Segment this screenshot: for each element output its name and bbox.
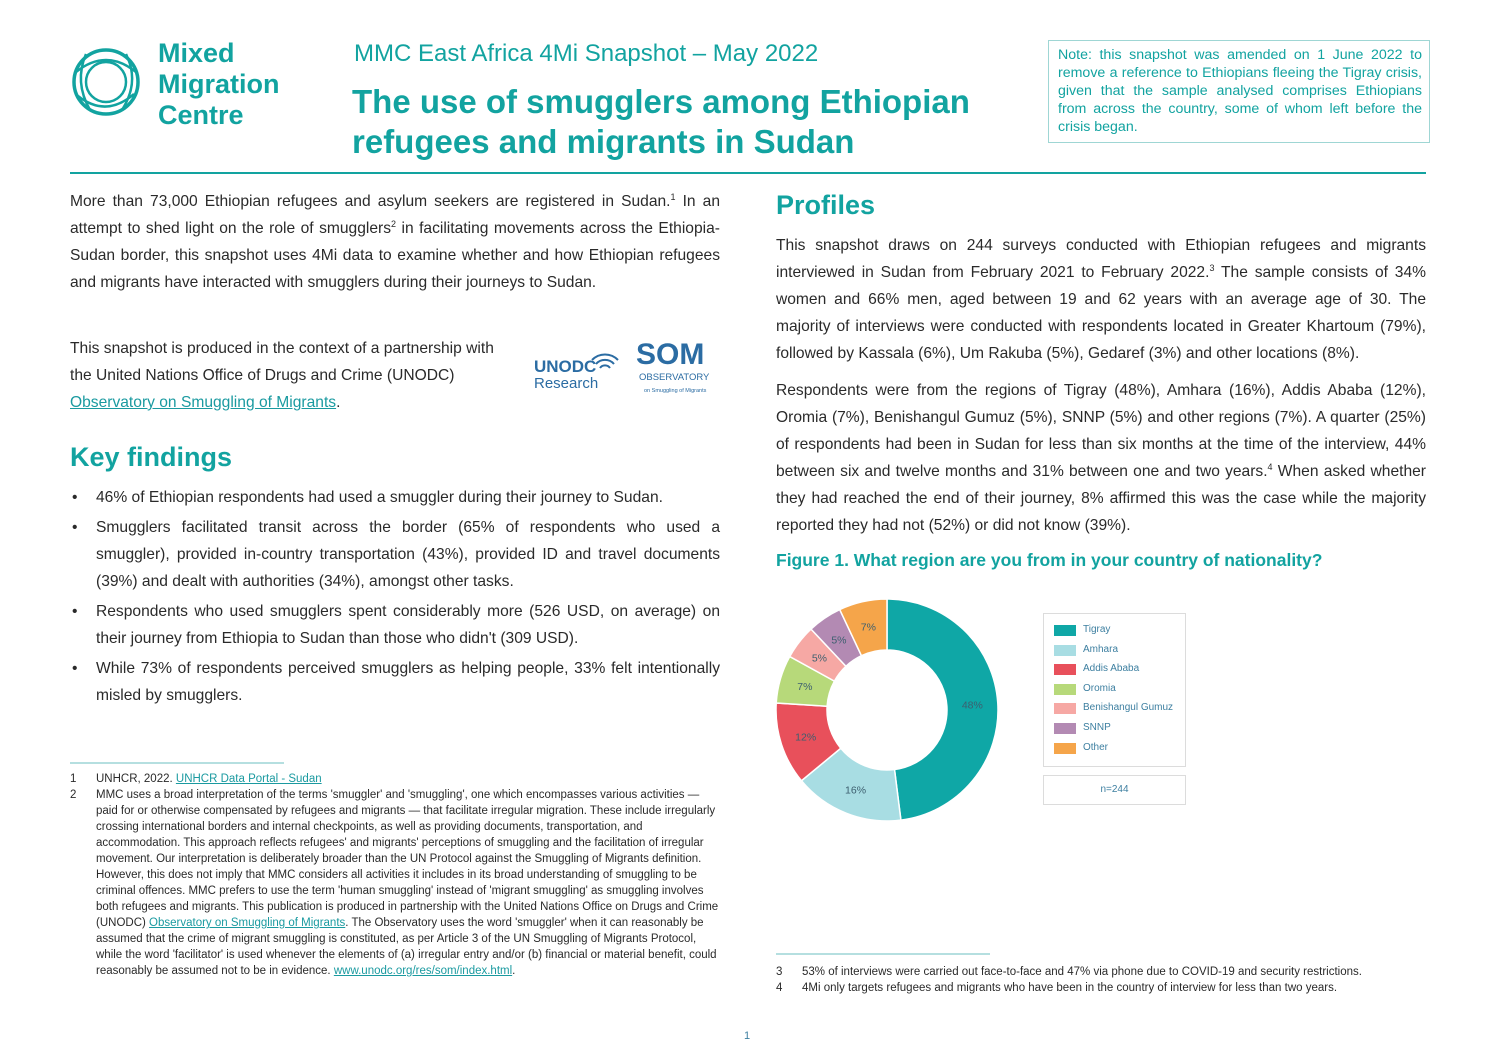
footnote-text: UNHCR, 2022. (96, 773, 176, 785)
legend-label: Other (1083, 741, 1109, 753)
footnotes-right (776, 964, 1426, 996)
profiles-text: The sample consists of 34% women and 66% men, aged between 19 and 62 years with an average age of 30. The majority of interviews were conducted with respondents located in Greater Khartoum (79%), followed by Kassala (6%), Um Rakuba (5%), Gedaref (3%) and other locations (8%). (776, 264, 1426, 362)
header-divider (70, 172, 1426, 174)
page-title: The use of smugglers among Ethiopian refugees and migrants in Sudan (352, 83, 970, 160)
data-label: 7% (860, 621, 876, 634)
legend-swatch (1054, 723, 1076, 734)
unodc-research-text: Research (534, 375, 599, 392)
legend-swatch (1054, 645, 1076, 656)
logo-wordmark (158, 38, 280, 131)
footnote-divider (776, 953, 990, 955)
legend-label: Tigray (1083, 624, 1111, 635)
chart-legend (1043, 613, 1186, 767)
som-tagline-text: on Smuggling of Migrants (644, 388, 707, 394)
key-findings-list (70, 484, 720, 712)
footnote-2 (70, 787, 720, 979)
data-label: 5% (811, 652, 828, 665)
legend-label: Addis Ababa (1083, 663, 1140, 675)
profiles-paragraph-2 (776, 377, 1426, 539)
profiles-paragraph-1 (776, 232, 1426, 367)
partner-text-end: . (336, 394, 341, 411)
footnote-number: 2 (70, 789, 77, 801)
data-label: 12% (795, 731, 817, 744)
footnote-ref[interactable]: 2 (391, 218, 397, 229)
legend-label: SNNP (1083, 722, 1111, 733)
data-label: 48% (961, 699, 983, 712)
logo-line: Migration (158, 69, 280, 99)
footnote-divider (70, 762, 284, 764)
unodc-research-logo-icon (530, 338, 622, 394)
footnote-text: . The Observatory uses the word 'smuggler' when it can reasonably be assumed that the crime of migrant smuggling is constituted, as per Article 3 of the UN Smuggling of Migrants Protocol, while the word 'facilitator' is used whenever the elements of (a) irregular entry and/or (b) financial or material benefit, could reasonably be assumed not to be in evidence. (96, 917, 717, 977)
data-label: 16% (845, 784, 867, 797)
legend-label: Benishangul Gumuz (1083, 702, 1174, 714)
intro-paragraph (70, 188, 720, 296)
footnote-text: 4Mi only targets refugees and migrants who have been in the country of interview for less than two years. (802, 982, 1338, 994)
observatory-link[interactable]: Observatory on Smuggling of Migrants (149, 917, 346, 929)
footnote-number: 3 (776, 966, 783, 978)
legend-swatch (1054, 703, 1076, 714)
legend-label: Amhara (1083, 643, 1119, 655)
footnote-1 (70, 771, 720, 787)
som-observatory-logo-icon (636, 336, 722, 400)
intro-text: In an attempt to shed light on the role of smugglers (70, 193, 721, 237)
footnote-ref[interactable]: 1 (670, 191, 676, 202)
footnote-3 (776, 964, 1426, 980)
legend-swatch (1054, 684, 1076, 695)
list-item: • 46% of Ethiopian respondents had used a smuggler during their journey to Sudan. (70, 484, 720, 511)
footnote-text: 53% of interviews were carried out face-to-face and 47% via phone due to COVID-19 and security restrictions. (802, 966, 1362, 978)
legend-swatch (1054, 743, 1076, 754)
list-item: • Smugglers facilitated transit across the border (65% of respondents who used a smuggler), provided in-country transportation (43%), provided ID and travel documents (39%) and dealt with authorities (34%), amongst other tasks. (70, 514, 720, 595)
data-label: 7% (797, 681, 813, 694)
partner-text: This snapshot is produced in the context of a partnership with the United Nations Office of Drugs and Crime (UNODC) (70, 340, 494, 384)
profiles-heading: Profiles (776, 190, 876, 220)
footnote-text: MMC uses a broad interpretation of the terms 'smuggler' and 'smuggling', one which encompasses various activities — paid for or otherwise compensated by refugees and migrants — that facilitate irregular migration. These include irregularly crossing international borders and internal checkpoints, as well as providing documents, transportation, and accommodation. This approach reflects refugees' and migrants' perceptions of smuggling and the facilitation of irregular movement. Our interpretation is deliberately broader than the UN Protocol against the Smuggling of Migrants definition. However, this does not imply that MMC considers all activities it includes in its broad understanding of smuggling to be criminal offences. MMC prefers to use the term 'human smuggling' instead of 'migrant smuggling' as smuggling involves both refugees and migrants. This publication is produced in partnership with the United Nations Office on Drugs and Crime (UNODC) (96, 789, 719, 929)
footnote-number: 1 (70, 773, 77, 785)
list-item: • Respondents who used smugglers spent considerably more (526 USD, on average) on their journey from Ethiopia to Sudan than those who didn't (309 USD). (70, 598, 720, 652)
page-number: 1 (744, 1030, 751, 1042)
amendment-note: Note: this snapshot was amended on 1 June 2022 to remove a reference to Ethiopians fleeing the Tigray crisis, given that the sample analysed comprises Ethiopians from across the country, some of whom left before the crisis began. (1048, 40, 1430, 143)
logo-line: Centre (158, 100, 244, 130)
profiles-text: Respondents were from the regions of Tigray (48%), Amhara (16%), Addis Ababa (12%), Oromia (7%), Benishangul Gumuz (5%), SNNP (5%) and other regions (7%). A quarter (25%) of respondents had been in Sudan for less than six months at the time of the interview, 44% between six and twelve months and 31% between one and two years. (776, 382, 1426, 480)
som-text: SOM (636, 338, 705, 371)
unhcr-portal-link[interactable]: UNHCR Data Portal - Sudan (175, 773, 322, 785)
legend-label: Oromia (1083, 682, 1116, 694)
observatory-link[interactable]: Observatory on Smuggling of Migrants (70, 394, 337, 411)
legend-swatch (1054, 625, 1076, 636)
region-donut-chart (770, 592, 1010, 828)
figure-title: Figure 1. What region are you from in your country of nationality? (776, 550, 1323, 570)
legend-swatch (1054, 664, 1076, 675)
footnotes-left (70, 771, 720, 979)
partnership-paragraph (70, 335, 506, 416)
intro-text: in facilitating movements across the Ethiopia-Sudan border, this snapshot uses 4Mi data to examine whether and how Ethiopian refugees and migrants have interacted with smugglers during their journeys to Sudan. (70, 220, 720, 291)
logo-line: Mixed (158, 38, 235, 68)
report-series-subtitle: MMC East Africa 4Mi Snapshot – May 2022 (354, 40, 819, 67)
footnote-number: 4 (776, 982, 783, 994)
profiles-text: This snapshot draws on 244 surveys conducted with Ethiopian refugees and migrants interviewed in Sudan from February 2021 to February 2022. (776, 237, 1426, 281)
footnote-4 (776, 980, 1426, 996)
footnote-ref[interactable]: 4 (1267, 461, 1273, 472)
key-findings-heading: Key findings (70, 442, 233, 472)
intro-text: More than 73,000 Ethiopian refugees and asylum seekers are registered in Sudan. (70, 193, 671, 210)
data-label: 5% (831, 634, 847, 647)
list-item: • While 73% of respondents perceived smugglers as helping people, 33% felt intentionally misled by smugglers. (70, 655, 720, 709)
footnote-ref[interactable]: 3 (1209, 262, 1215, 273)
sample-size-label: n=244 (1043, 775, 1186, 805)
profiles-text: When asked whether they had reached the end of their journey, 8% affirmed this was the case while the majority reported they had not (52%) or did not know (39%). (776, 463, 1426, 534)
som-observatory-text: OBSERVATORY (639, 372, 710, 383)
unodc-text: UNODC (534, 357, 597, 376)
unodc-som-url-link[interactable]: www.unodc.org/res/som/index.html (333, 965, 513, 977)
footnote-text: . (512, 965, 516, 977)
